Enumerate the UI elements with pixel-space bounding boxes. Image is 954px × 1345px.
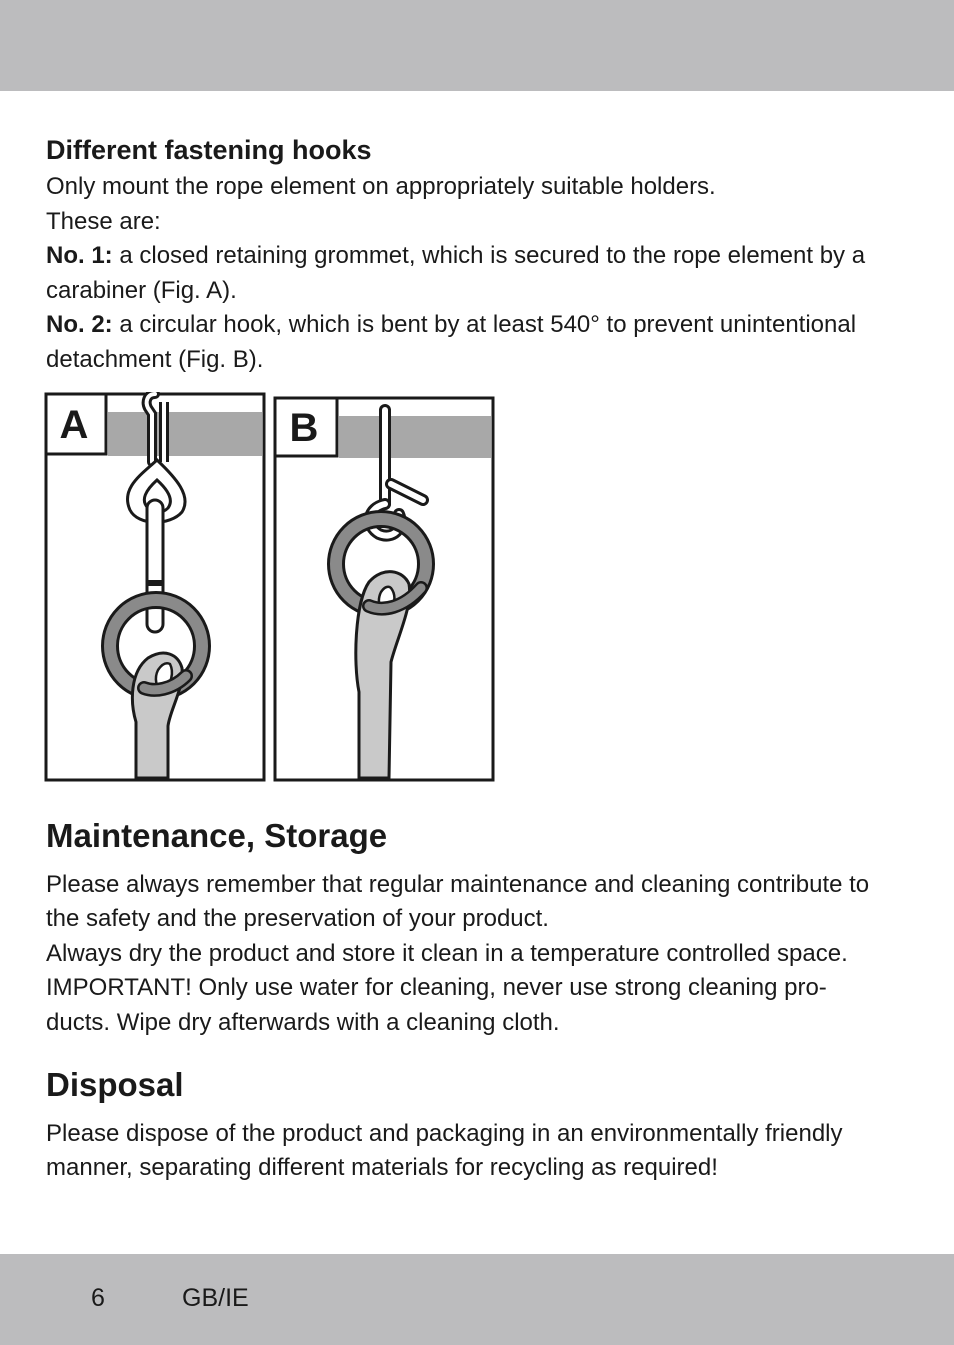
maintenance-para-2: Always dry the product and store it clean in a temperature controlled space. — [46, 939, 848, 967]
hooks-intro-line2: These are: — [46, 207, 161, 235]
maintenance-para-3-line1: IMPORTANT! Only use water for cleaning, never use strong cleaning pro- — [46, 974, 827, 1002]
hook-item-2-label: No. 2: — [46, 311, 113, 339]
maintenance-para-3-line2: ducts. Wipe dry afterwards with a cleaning cloth. — [46, 1008, 560, 1036]
page-content — [46, 130, 906, 1186]
maintenance-heading: Maintenance, Storage — [46, 816, 388, 854]
figures — [46, 392, 506, 784]
figure-a — [44, 392, 268, 784]
figure-b — [273, 392, 497, 784]
hook-item-2-text: a circular hook, which is bent by at least 540° to prevent unintentional detachment (Fig. B). — [46, 311, 857, 373]
disposal-para: Please dispose of the product and packaging in an environmentally friendly manner, separating different materials for recycling as required! — [46, 1119, 843, 1182]
hooks-heading: Different fastening hooks — [46, 135, 372, 165]
language-code: GB/IE — [182, 1284, 249, 1312]
hooks-intro-line1: Only mount the rope element on appropriately suitable holders. — [46, 173, 716, 200]
disposal-heading: Disposal — [46, 1065, 184, 1103]
figure-a-label: A — [59, 402, 89, 447]
maintenance-para-1: Please always remember that regular maintenance and cleaning contribute to the safety and the preservation of your product. — [46, 870, 870, 933]
ceiling-a — [108, 412, 262, 456]
hook-item-1-label: No. 1: — [46, 242, 113, 270]
maintenance-section — [46, 814, 906, 1041]
maintenance-para-3 — [46, 971, 906, 1040]
header-band — [0, 0, 954, 91]
hook-item-1 — [46, 239, 906, 308]
carabiner-icon — [147, 500, 163, 632]
page-number: 6 — [91, 1284, 105, 1312]
hooks-intro — [46, 170, 906, 239]
footer-band — [0, 1254, 954, 1345]
hook-item-1-text: a closed retaining grommet, which is secured to the rope element by a carabiner (Fig. A). — [46, 242, 866, 304]
disposal-section — [46, 1063, 906, 1186]
hooks-section — [46, 130, 906, 378]
hook-item-2 — [46, 308, 906, 377]
ceiling-b — [339, 416, 491, 458]
figure-b-label: B — [289, 405, 319, 450]
